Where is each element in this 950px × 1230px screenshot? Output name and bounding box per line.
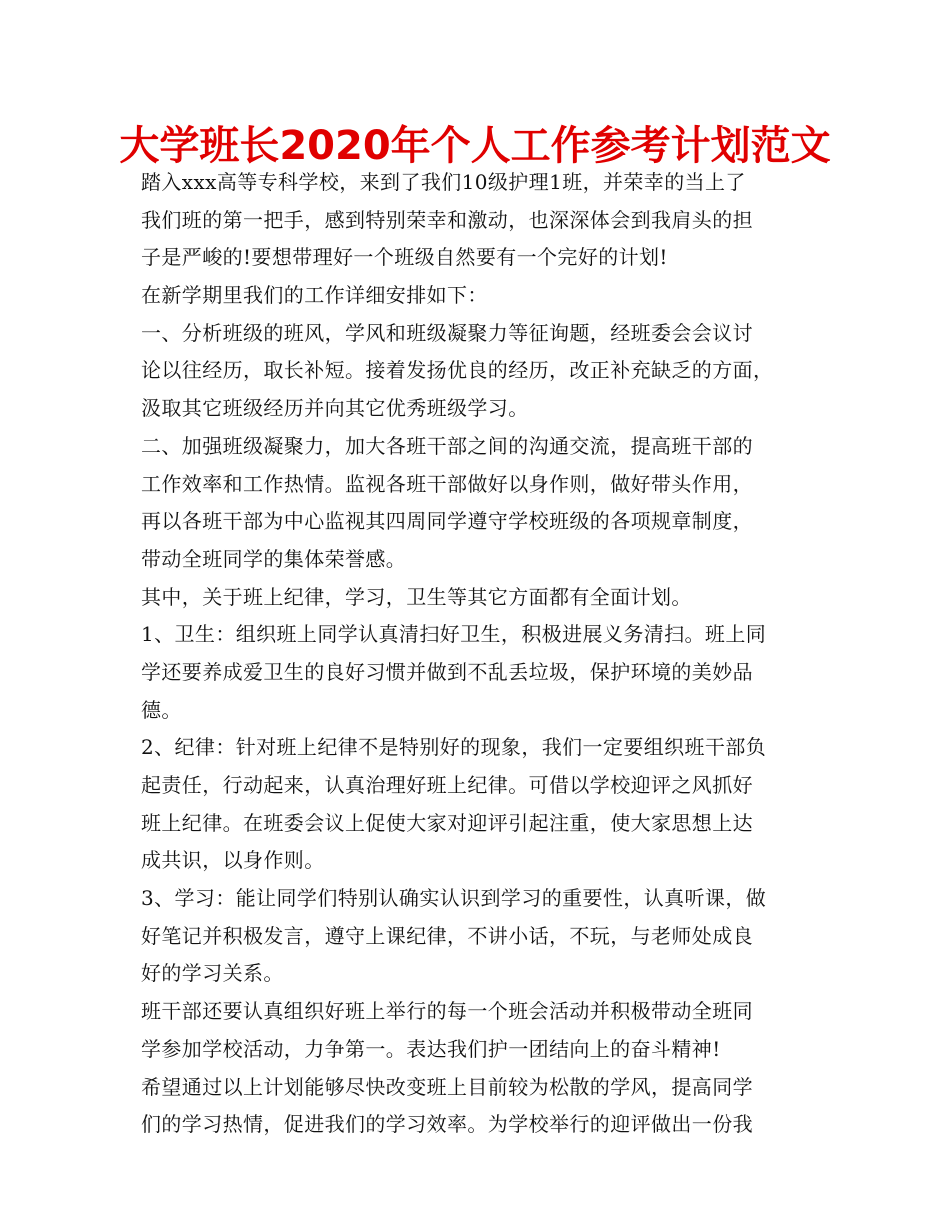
text-line: 一、分析班级的班风，学风和班级凝聚力等征询题，经班委会会议讨 (141, 320, 753, 345)
text-line: 1、卫生：组织班上同学认真清扫好卫生，积极进展义务清扫。班上同 (141, 622, 767, 647)
text-line: 成共识，以身作则。 (141, 848, 325, 873)
text-line: 在新学期里我们的工作详细安排如下： (141, 283, 488, 308)
text-line: 汲取其它班级经历并向其它优秀班级学习。 (141, 396, 529, 421)
text-line: 我们班的第一把手，感到特别荣幸和激动，也深深体会到我肩头的担 (141, 207, 753, 232)
text-line: 其中，关于班上纪律，学习，卫生等其它方面都有全面计划。 (141, 584, 692, 609)
text-line: 再以各班干部为中心监视其四周同学遵守学校班级的各项规章制度， (141, 509, 753, 534)
text-line: 起责任，行动起来，认真治理好班上纪律。可借以学校迎评之风抓好 (141, 773, 753, 797)
text-line: 工作效率和工作热情。监视各班干部做好以身作则，做好带头作用， (141, 471, 753, 496)
text-line: 子是严峻的!要想带理好一个班级自然要有一个完好的计划! (141, 245, 668, 270)
text-line: 2、纪律：针对班上纪律不是特别好的现象，我们一定要组织班干部负 (141, 735, 767, 760)
text-line: 班上纪律。在班委会议上促使大家对迎评引起注重，使大家思想上达 (141, 810, 753, 835)
text-line: 踏入xxx高等专科学校，来到了我们10级护理1班，并荣幸的当上了 (141, 170, 746, 194)
text-line: 班干部还要认真组织好班上举行的每一个班会活动并积极带动全班同 (141, 999, 753, 1024)
text-line: 好笔记并积极发言，遵守上课纪律，不讲小话，不玩，与老师处成良 (141, 923, 753, 948)
text-line: 带动全班同学的集体荣誉感。 (141, 546, 407, 571)
document-body (141, 164, 816, 1144)
text-line: 学参加学校活动，力争第一。表达我们护一团结向上的奋斗精神! (141, 1036, 721, 1061)
text-line: 二、加强班级凝聚力，加大各班干部之间的沟通交流，提高班干部的 (141, 433, 753, 458)
text-line: 们的学习热情，促进我们的学习效率。为学校举行的迎评做出一份我 (141, 1112, 753, 1137)
text-line: 德。 (141, 697, 182, 722)
text-line: 希望通过以上计划能够尽快改变班上目前较为松散的学风，提高同学 (141, 1074, 753, 1099)
text-line: 3、学习：能让同学们特别认确实认识到学习的重要性，认真听课，做 (141, 886, 767, 911)
text-line: 论以往经历，取长补短。接着发扬优良的经历，改正补充缺乏的方面， (141, 358, 774, 383)
text-line: 学还要养成爱卫生的良好习惯并做到不乱丢垃圾，保护环境的美妙品 (141, 659, 753, 684)
document-title: 大学班长2020年个人工作参考计划范文 (119, 123, 831, 169)
text-line: 好的学习关系。 (141, 961, 284, 986)
